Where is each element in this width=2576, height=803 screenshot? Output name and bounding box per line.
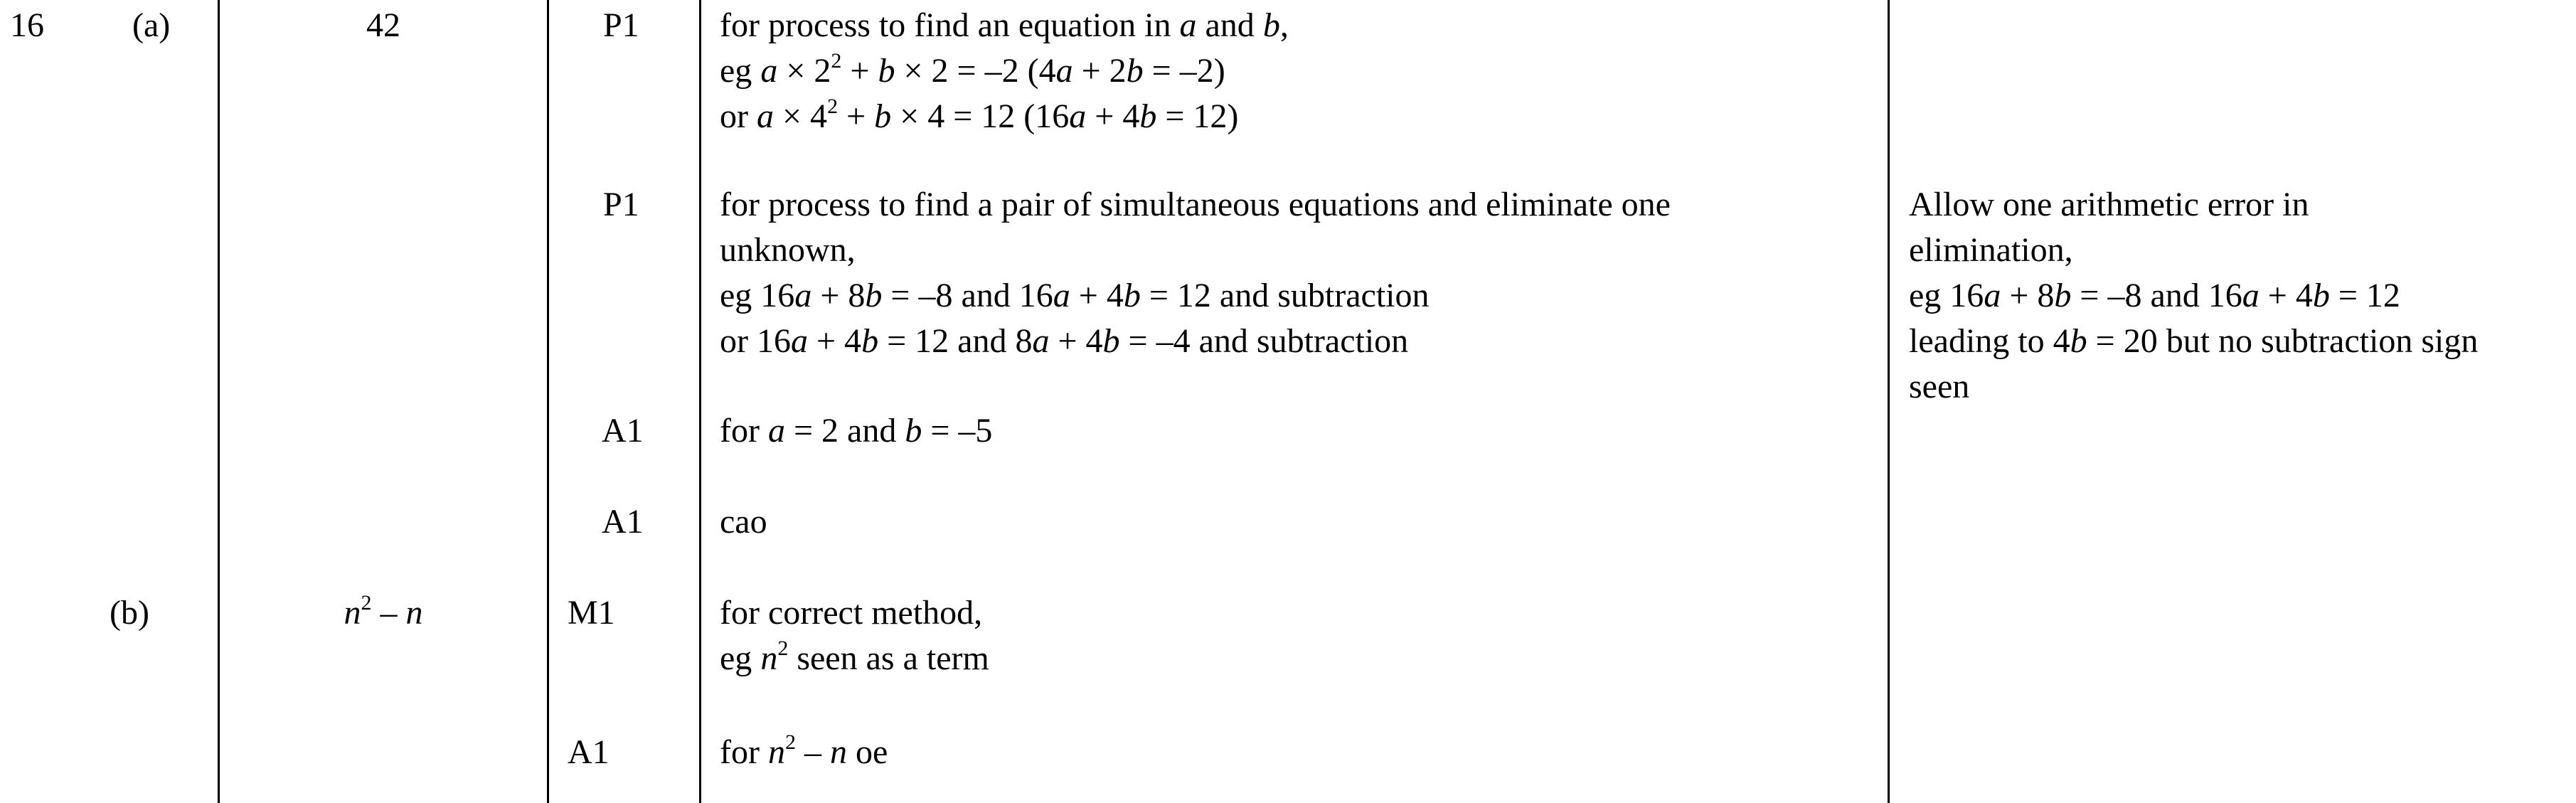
guidance-a-2-segment: + 8 xyxy=(2001,277,2055,314)
mark-a-1: P1 xyxy=(603,6,639,44)
mark-b-1: M1 xyxy=(568,594,615,632)
guidance-a-2-line xyxy=(1909,228,2478,273)
notes-a-2-segment: a xyxy=(794,277,812,314)
part-b-answer-segment: – xyxy=(371,594,406,632)
notes-a-2-segment: b xyxy=(865,277,883,314)
guidance-a-2-segment: b xyxy=(2054,277,2072,314)
column-divider-3 xyxy=(699,0,701,803)
notes-a-4-segment: cao xyxy=(720,503,767,541)
notes-a-3-segment: = 2 and xyxy=(784,412,905,450)
guidance-a-2-line xyxy=(1909,319,2478,364)
notes-a-1-segment: × 4 = 12 (16 xyxy=(891,97,1070,135)
guidance-a-2-segment: + 4 xyxy=(2259,277,2313,314)
guidance-a-2-segment: elimination, xyxy=(1909,231,2073,269)
notes-a-1-segment: b xyxy=(878,52,895,90)
guidance-a-2-segment: b xyxy=(2070,322,2087,360)
guidance-a-2-segment: a xyxy=(2242,277,2260,314)
column-divider-4 xyxy=(1888,0,1890,803)
notes-a-3-segment: a xyxy=(767,412,785,450)
notes-b-2-segment: for xyxy=(720,733,768,771)
guidance-a-2-segment: = 20 but no subtraction sign xyxy=(2087,322,2479,360)
notes-a-1-segment: b xyxy=(1126,52,1144,90)
notes-a-1-segment: × 2 xyxy=(777,52,831,90)
notes-a-1-segment: 2 xyxy=(831,49,842,73)
part-b-label: (b) xyxy=(110,594,149,632)
guidance-a-2 xyxy=(1909,182,2478,410)
notes-a-1-segment: = 12) xyxy=(1156,97,1239,135)
notes-a-3-segment: for xyxy=(720,412,768,450)
guidance-a-2-segment: leading to 4 xyxy=(1909,322,2070,360)
guidance-a-2-segment: a xyxy=(1984,277,2001,314)
notes-a-2-segment: a xyxy=(1053,277,1070,314)
notes-a-1-segment: + xyxy=(841,52,878,90)
notes-a-1-segment: 2 xyxy=(827,95,839,118)
guidance-a-2-segment: = 12 xyxy=(2329,277,2400,314)
notes-a-2-segment: + 4 xyxy=(1049,322,1103,360)
notes-a-2-segment: b xyxy=(861,322,879,360)
notes-b-2-segment: oe xyxy=(846,733,888,771)
guidance-a-2-segment: seen xyxy=(1909,368,1970,405)
notes-a-1-segment: a xyxy=(756,97,774,135)
notes-a-1-line xyxy=(720,48,1289,94)
notes-a-2-line xyxy=(720,182,1671,228)
part-a-answer: 42 xyxy=(366,6,400,44)
notes-a-2-segment: b xyxy=(1102,322,1120,360)
notes-a-2-segment: a xyxy=(790,322,808,360)
notes-b-1-segment: eg xyxy=(720,639,761,677)
guidance-a-2-line xyxy=(1909,364,2478,410)
notes-a-2-segment: unknown, xyxy=(720,231,856,269)
guidance-a-2-line xyxy=(1909,273,2478,319)
notes-a-1-segment: a xyxy=(1179,6,1197,44)
notes-b-2-segment: – xyxy=(795,733,830,771)
notes-a-2-segment: for process to find a pair of simultaneous equations and eliminate one xyxy=(720,186,1671,223)
notes-a-1-line xyxy=(720,94,1289,139)
notes-a-3-segment: = –5 xyxy=(922,412,993,450)
notes-a-2-segment: + 4 xyxy=(807,322,862,360)
notes-a-2-segment: = 12 and subtraction xyxy=(1140,277,1430,314)
guidance-a-2-segment: eg 16 xyxy=(1909,277,1984,314)
notes-a-2-line xyxy=(720,273,1671,319)
notes-a-2-segment: + 8 xyxy=(811,277,866,314)
notes-a-4-line xyxy=(720,499,767,545)
notes-a-1 xyxy=(720,3,1289,139)
part-b-answer-segment: n xyxy=(405,594,423,632)
notes-b-1-segment: 2 xyxy=(777,637,789,660)
notes-b-2 xyxy=(720,730,888,775)
column-divider-1 xyxy=(218,0,220,803)
notes-a-1-segment: and xyxy=(1196,6,1263,44)
notes-b-1-segment: for correct method, xyxy=(720,594,983,632)
notes-a-1-segment: eg xyxy=(720,52,761,90)
guidance-a-2-line xyxy=(1909,182,2478,228)
notes-a-2-segment: or 16 xyxy=(720,322,791,360)
notes-a-2-segment: = –8 and 16 xyxy=(882,277,1053,314)
notes-a-2-segment: b xyxy=(1123,277,1141,314)
notes-a-1-segment: or xyxy=(720,97,757,135)
notes-a-2-segment: = –4 and subtraction xyxy=(1119,322,1409,360)
notes-a-3-segment: b xyxy=(905,412,922,450)
notes-a-1-segment: a xyxy=(760,52,778,90)
notes-a-4 xyxy=(720,499,767,545)
notes-b-2-segment: n xyxy=(767,733,785,771)
notes-b-1 xyxy=(720,590,989,681)
part-a-label: (a) xyxy=(132,6,171,44)
notes-a-2 xyxy=(720,182,1671,364)
notes-a-1-segment: + 2 xyxy=(1073,52,1127,90)
notes-a-1-segment: , xyxy=(1279,6,1289,44)
mark-a-3: A1 xyxy=(602,412,644,450)
notes-a-2-segment: a xyxy=(1032,322,1050,360)
notes-a-1-segment: + xyxy=(838,97,875,135)
notes-b-1-segment: seen as a term xyxy=(788,639,989,677)
notes-b-1-segment: n xyxy=(760,639,778,677)
notes-b-1-line xyxy=(720,590,989,636)
guidance-a-2-segment: Allow one arithmetic error in xyxy=(1909,186,2309,223)
column-divider-2 xyxy=(547,0,549,803)
notes-a-1-segment: × 2 = –2 (4 xyxy=(895,52,1056,90)
notes-b-1-line xyxy=(720,636,989,681)
notes-a-1-line xyxy=(720,3,1289,48)
guidance-a-2-segment: = –8 and 16 xyxy=(2071,277,2242,314)
mark-a-2: P1 xyxy=(603,186,639,223)
notes-a-2-segment: + 4 xyxy=(1070,277,1124,314)
notes-b-2-line xyxy=(720,730,888,775)
notes-a-1-segment: = –2) xyxy=(1143,52,1225,90)
notes-a-3 xyxy=(720,408,992,454)
notes-a-1-segment: + 4 xyxy=(1086,97,1140,135)
notes-a-1-segment: × 4 xyxy=(773,97,828,135)
notes-a-3-line xyxy=(720,408,992,454)
question-number: 16 xyxy=(10,6,44,44)
notes-a-2-segment: eg 16 xyxy=(720,277,795,314)
notes-a-1-segment: b xyxy=(1262,6,1280,44)
part-b-answer-segment: 2 xyxy=(361,591,372,615)
mark-a-4: A1 xyxy=(602,503,644,541)
notes-a-1-segment: a xyxy=(1069,97,1087,135)
mark-b-2: A1 xyxy=(568,733,610,771)
notes-a-1-segment: b xyxy=(1139,97,1157,135)
guidance-a-2-segment: b xyxy=(2312,277,2330,314)
notes-a-1-segment: for process to find an equation in xyxy=(720,6,1180,44)
notes-a-1-segment: a xyxy=(1055,52,1073,90)
notes-a-2-line xyxy=(720,228,1671,273)
notes-a-2-segment: = 12 and 8 xyxy=(878,322,1033,360)
part-b-answer-segment: n xyxy=(344,594,361,632)
notes-a-1-segment: b xyxy=(874,97,892,135)
notes-a-2-line xyxy=(720,319,1671,364)
notes-b-2-segment: 2 xyxy=(784,730,796,754)
notes-b-2-segment: n xyxy=(829,733,847,771)
part-b-answer xyxy=(218,590,549,636)
